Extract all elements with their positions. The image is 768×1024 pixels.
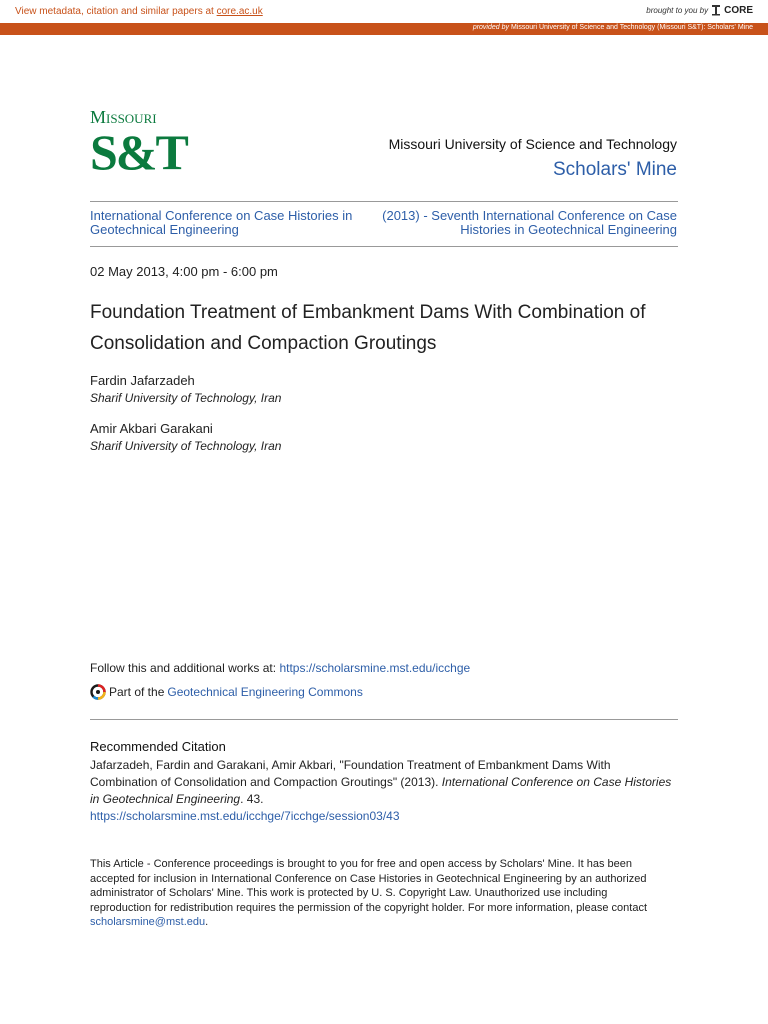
core-label: CORE	[724, 4, 753, 16]
bepress-commons-icon	[90, 684, 106, 700]
core-link[interactable]: core.ac.uk	[216, 6, 263, 17]
core-brought-by[interactable]	[646, 4, 753, 16]
logo-st-text: S&T	[90, 124, 187, 180]
core-logo-icon	[711, 4, 721, 16]
author-affiliation: Sharif University of Technology, Iran	[90, 391, 282, 405]
core-metadata-notice	[15, 6, 263, 17]
citation-venue: International Conference on Case Histories in Geotechnical Engineering	[90, 775, 672, 806]
follow-prefix: Follow this and additional works at:	[90, 661, 280, 675]
provided-by-bar	[0, 23, 768, 35]
divider	[90, 719, 678, 720]
scholars-mine-link[interactable]: Scholars' Mine	[552, 159, 677, 180]
part-of-commons	[90, 684, 363, 700]
conference-edition-link[interactable]: (2013) - Seventh International Conference on Case Histories in Geotechnical Engineering	[382, 208, 677, 237]
event-date: 02 May 2013, 4:00 pm - 6:00 pm	[90, 264, 278, 279]
citation-link[interactable]: https://scholarsmine.mst.edu/icchge/7icchge/session03/43	[90, 809, 400, 823]
contact-email-link[interactable]: scholarsmine@mst.edu	[90, 916, 206, 929]
part-of-prefix: Part of the	[109, 685, 165, 699]
conference-series-link[interactable]: International Conference on Case Histories in Geotechnical Engineering	[90, 208, 353, 237]
notice-text: This Article - Conference proceedings is brought to you for free and open access by Scholars' Mine. It has been accepted for inclusion in International Conference on Case Histories in Geotechnical Engineering by an authorized administrator of Scholars' Mine. This work is protected by U. S. Copyright Law. Unauthorized use including reproduction for redistribution requires the permission of the copyright holder. For more information, please contact	[90, 858, 648, 914]
divider	[90, 246, 678, 247]
missouri-st-logo[interactable]	[90, 107, 187, 183]
recommended-citation-heading: Recommended Citation	[90, 739, 226, 754]
logo-missouri-text: Missouri	[90, 107, 157, 127]
citation-main: Jafarzadeh, Fardin and Garakani, Amir Akbari, "Foundation Treatment of Embankment Dams With Combination of Consolidation and Compaction Groutings" (2013).	[90, 758, 611, 789]
notice-end: .	[205, 916, 209, 929]
citation-end: . 43.	[240, 792, 264, 806]
paper-title: Foundation Treatment of Embankment Dams With Combination of Consolidation and Compaction Groutings	[90, 302, 646, 354]
commons-link[interactable]: Geotechnical Engineering Commons	[167, 685, 363, 699]
university-name: Missouri University of Science and Technology	[388, 136, 677, 152]
citation-text	[90, 757, 680, 808]
follow-works	[90, 661, 470, 675]
divider	[90, 201, 678, 202]
brought-by-text: brought to you by	[646, 5, 709, 15]
provided-by-source: Missouri University of Science and Technology (Missouri S&T): Scholars' Mine	[510, 24, 753, 31]
access-notice	[90, 857, 670, 930]
follow-link[interactable]: https://scholarsmine.mst.edu/icchge	[279, 661, 471, 675]
author-name: Fardin Jafarzadeh	[90, 373, 195, 388]
provided-by-text	[473, 24, 753, 31]
core-metadata-text: View metadata, citation and similar papers at	[15, 6, 217, 17]
author-name: Amir Akbari Garakani	[90, 421, 213, 436]
author-affiliation: Sharif University of Technology, Iran	[90, 439, 282, 453]
core-banner	[0, 0, 768, 23]
provided-by-prefix: provided by	[472, 24, 510, 31]
